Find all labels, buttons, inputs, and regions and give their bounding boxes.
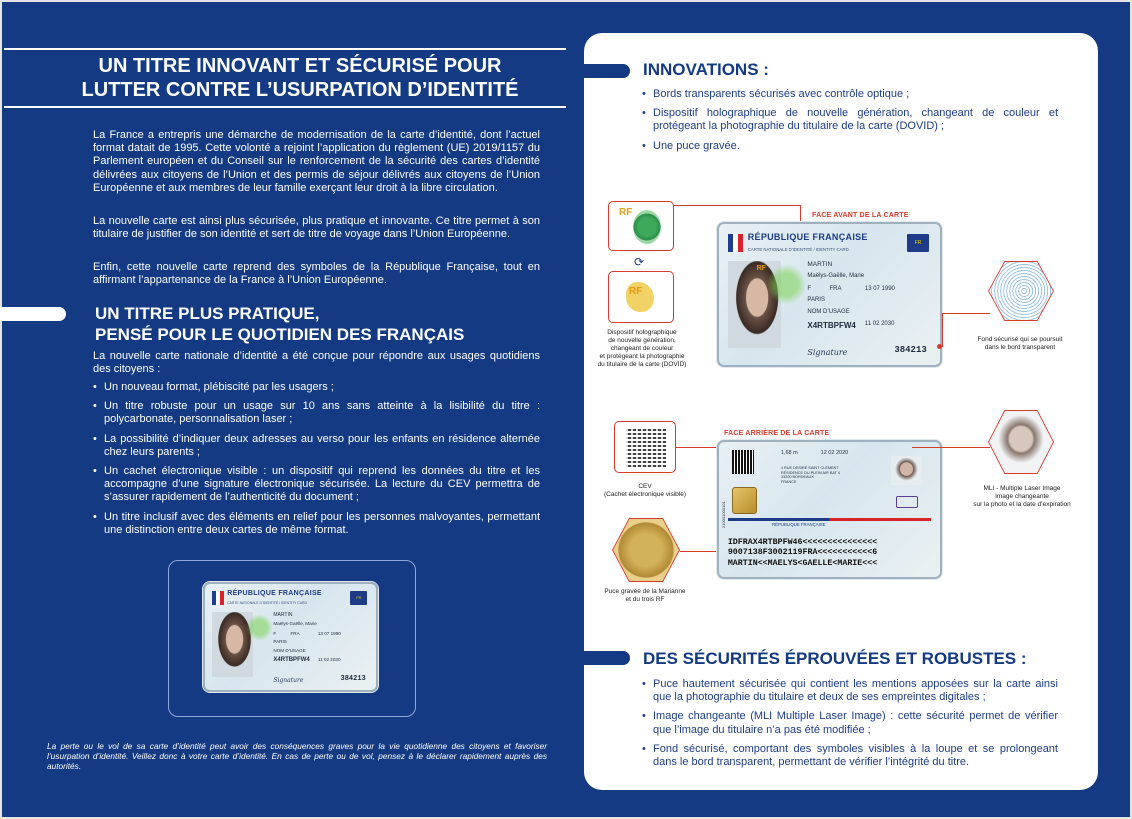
caption-cev-text: CEV (Cachet électronique visible) (603, 483, 686, 498)
id-card-front (717, 222, 942, 367)
card-type: CARTE NATIONALE D’IDENTITÉ / IDENTITY CARD (747, 246, 849, 252)
card-back-country: RÉPUBLIQUE FRANÇAISE (772, 521, 826, 527)
caption-puce-text: Puce gravée de la Marianne et du trois RF (604, 588, 686, 603)
caption-fond (960, 336, 1080, 352)
main-title-line-1: UN TITRE INNOVANT ET SÉCURISÉ POUR (98, 55, 502, 77)
intro-paragraph-1: La France a entrepris une démarche de modernisation de la carte d’identité, dont l’actuel format datait de 1995. Cette volonté a rejoint l’application du règlement (UE) 2019/1157 du Parlement européen et du Conseil sur le renforcement de la sécurité des cartes d’identité délivrées aux citoyens de l’Union et des permis de séjour délivrés aux citoyens de l’Union Européenne et aux membres de leur famille exerçant leur droit à la libre circulation. (93, 129, 540, 194)
title-rule-top (4, 48, 566, 50)
practical-bullet-list (93, 381, 540, 543)
card-address: 4 RUE DESIRÉ SAINT CLÉMENT RÉSIDENCE DU PLEIN AIR BAT 4 33200 BORDEAUX FRANCE (780, 466, 841, 485)
securities-bullet-list (642, 678, 1058, 775)
caption-cev (595, 483, 695, 499)
practical-title-line-1: UN TITRE PLUS PRATIQUE, (95, 304, 320, 323)
mrz-line-1: IDFRAX4RTBPFW46<<<<<<<<<<<<<<< (727, 537, 878, 547)
intro-paragraph-2: La nouvelle carte est ainsi plus sécurisée, plus pratique et innovante. Ce titre permet à son titulaire de justifier de son identité et sert de titre de voyage dans l’Union Européenne. (93, 215, 540, 241)
connector-fond-vertical (942, 313, 943, 347)
card-side-number: 210001000101 (721, 501, 727, 529)
innovations-bullet-list (642, 88, 1058, 159)
card-document-number: X4RTBPFW4 (807, 321, 856, 331)
innovation-bullet: • Une puce gravée. (642, 140, 1058, 153)
innovations-marker-pill (584, 64, 630, 78)
caption-fond-text: Fond sécurisé qui se poursuit dans le bord transparent (977, 336, 1063, 351)
card-usage-name: NOM D’USAGE (273, 647, 306, 653)
securities-title: DES SÉCURITÉS ÉPROUVÉES ET ROBUSTES : (643, 649, 1027, 668)
card-document-number: X4RTBPFW4 (273, 657, 310, 664)
color-change-icon: ⟳ (634, 255, 645, 269)
caption-puce (595, 588, 695, 604)
card-birth-date: 13 07 1990 (317, 630, 341, 636)
practical-bullet: • La possibilité d’indiquer deux adresses au verso pour les enfants en résidence alternée chez leurs parents ; (93, 433, 540, 459)
security-bullet: • Fond sécurisé, comportant des symboles visibles à la loupe et se prolongeant dans le bord transparent, permettant de vérifier l’intégrité du titre. (642, 743, 1058, 769)
dovid-thumbnail-bottom: RF (608, 271, 674, 323)
practical-section-title (95, 303, 555, 345)
card-country: RÉPUBLIQUE FRANÇAISE (747, 232, 868, 243)
eu-code: FR (356, 595, 362, 601)
id-card-sample-left (203, 582, 378, 692)
dovid-thumbnail-top: RF (608, 201, 674, 251)
mli-photo (891, 456, 922, 486)
cev-barcode-icon (732, 450, 754, 474)
security-bullet: • Image changeante (MLI Multiple Laser Image) : cette sécurité permet de vérifier que l’image du titulaire n’a pas été modifiée ; (642, 710, 1058, 736)
practical-bullet: • Un nouveau format, plébiscité par les usagers ; (93, 381, 540, 394)
practical-title-line-2: PENSÉ POUR LE QUOTIDIEN DES FRANÇAIS (95, 325, 465, 344)
caption-mli (962, 485, 1082, 509)
hologram-icon (768, 263, 806, 305)
practical-bullet: • Un cachet électronique visible : un dispositif qui reprend les données du titre et les accompagne d’une signature électronique sécurisée. La lecture du CEV permettra de s’assurer rapidement de l’authenticité du document ; (93, 465, 540, 505)
innovation-bullet: • Dispositif holographique de nouvelle génération, changeant de couleur et protégeant la photographie du titulaire de la carte (DOVID) ; (642, 107, 1058, 133)
card-can-number: 384213 (894, 345, 927, 356)
section-marker-pill (0, 307, 66, 321)
tricolor-stripe (728, 518, 931, 521)
front-face-label: FACE AVANT DE LA CARTE (812, 212, 909, 219)
card-sex: F (807, 286, 812, 293)
mrz-line-3: MARTIN<<MAELYS<GAELLE<MARIE<<< (727, 558, 878, 568)
holo-rf-mark: RF (756, 264, 766, 272)
card-country: RÉPUBLIQUE FRANÇAISE (227, 590, 322, 598)
eu-code: FR (914, 239, 922, 246)
cev-thumbnail (614, 421, 676, 473)
caption-mli-text: MLI - Multiple Laser Image Image changeante sur la photo et la date d’expiration (973, 485, 1071, 508)
title-rule-bottom (4, 106, 566, 108)
card-surname: MARTIN (273, 611, 293, 618)
connector-fond (942, 313, 990, 314)
innovations-title: INNOVATIONS : (643, 60, 769, 79)
card-signature: Signature (807, 347, 848, 357)
french-flag-icon (728, 234, 743, 252)
chip-icon (732, 487, 756, 514)
securities-marker-pill (584, 651, 630, 665)
caption-dovid (592, 329, 692, 369)
card-given-names: Maëlys-Gaëlle, Marie (273, 621, 317, 627)
main-title-line-2: LUTTER CONTRE L’USURPATION D’IDENTITÉ (81, 79, 519, 101)
card-birth-place: PARIS (807, 297, 825, 304)
intro-paragraph-3: Enfin, cette nouvelle carte reprend des symboles de la République Française, tout en affirmant l’appartenance de la France à l’Union Européenne. (93, 261, 540, 287)
practical-bullet: • Un titre inclusif avec des éléments en relief pour les personnes malvoyantes, permettant une distinction entre deux cartes de même format. (93, 511, 540, 537)
card-surname: MARTIN (807, 260, 833, 268)
mrz-zone (728, 538, 877, 569)
mli-symbol-icon (896, 496, 918, 508)
connector-dovid (674, 205, 800, 206)
mrz-line-2: 9007138F3002119FRA<<<<<<<<<<<6 (727, 548, 878, 558)
back-face-label: FACE ARRIÈRE DE LA CARTE (724, 430, 830, 437)
practical-bullet: • Un titre robuste pour un usage sur 10 ans sans atteinte à la lisibilité du titre : polycarbonate, personnalisation laser ; (93, 400, 540, 426)
hologram-icon (246, 614, 273, 642)
card-type: CARTE NATIONALE D’IDENTITÉ / IDENTITY CARD (227, 600, 307, 605)
card-nationality: FRA (829, 286, 842, 293)
id-card-back (717, 440, 942, 579)
card-birth-date: 13 07 1990 (864, 286, 895, 293)
eu-flag-icon (907, 234, 929, 252)
card-expiry-date: 11 02 2030 (317, 657, 341, 663)
french-flag-icon (212, 591, 224, 605)
card-usage-name: NOM D’USAGE (807, 308, 850, 315)
card-can-number: 384213 (340, 674, 366, 683)
security-bullet: • Puce hautement sécurisée qui contient les mentions apposées sur la carte ainsi que la photographie du titulaire et deux de ses empreintes digitales ; (642, 678, 1058, 704)
eu-flag-icon (350, 591, 367, 605)
innovation-bullet: • Bords transparents sécurisés avec contrôle optique ; (642, 88, 1058, 101)
connector-mli (912, 447, 990, 448)
card-sex: F (273, 630, 277, 636)
card-issue-date: 12 02 2020 (820, 450, 849, 457)
main-title (60, 54, 540, 102)
practical-intro: La nouvelle carte nationale d’identité a été conçue pour répondre aux usages quotidiens des citoyens : (93, 350, 540, 376)
footnote: La perte ou le vol de sa carte d’identité peut avoir des conséquences graves pour la vie quotidienne des citoyens et favoriser l’usurpation d’identité. Veillez donc à votre carte d’identité. En cas de perte ou de vol, pensez à le déclarer rapidement auprès des autorités. (47, 741, 547, 771)
caption-dovid-text: Dispositif holographique de nouvelle génération, changeant de couleur et protégeant la photographie du titulaire de la carte (DOVID) (597, 329, 687, 368)
card-given-names: Maëlys-Gaëlle, Marie (807, 273, 865, 280)
card-height: 1,68 m (780, 450, 798, 457)
card-nationality: FRA (290, 630, 300, 636)
card-expiry-date: 11 02 2030 (864, 321, 895, 328)
card-signature: Signature (273, 676, 304, 684)
card-birth-place: PARIS (273, 639, 287, 645)
